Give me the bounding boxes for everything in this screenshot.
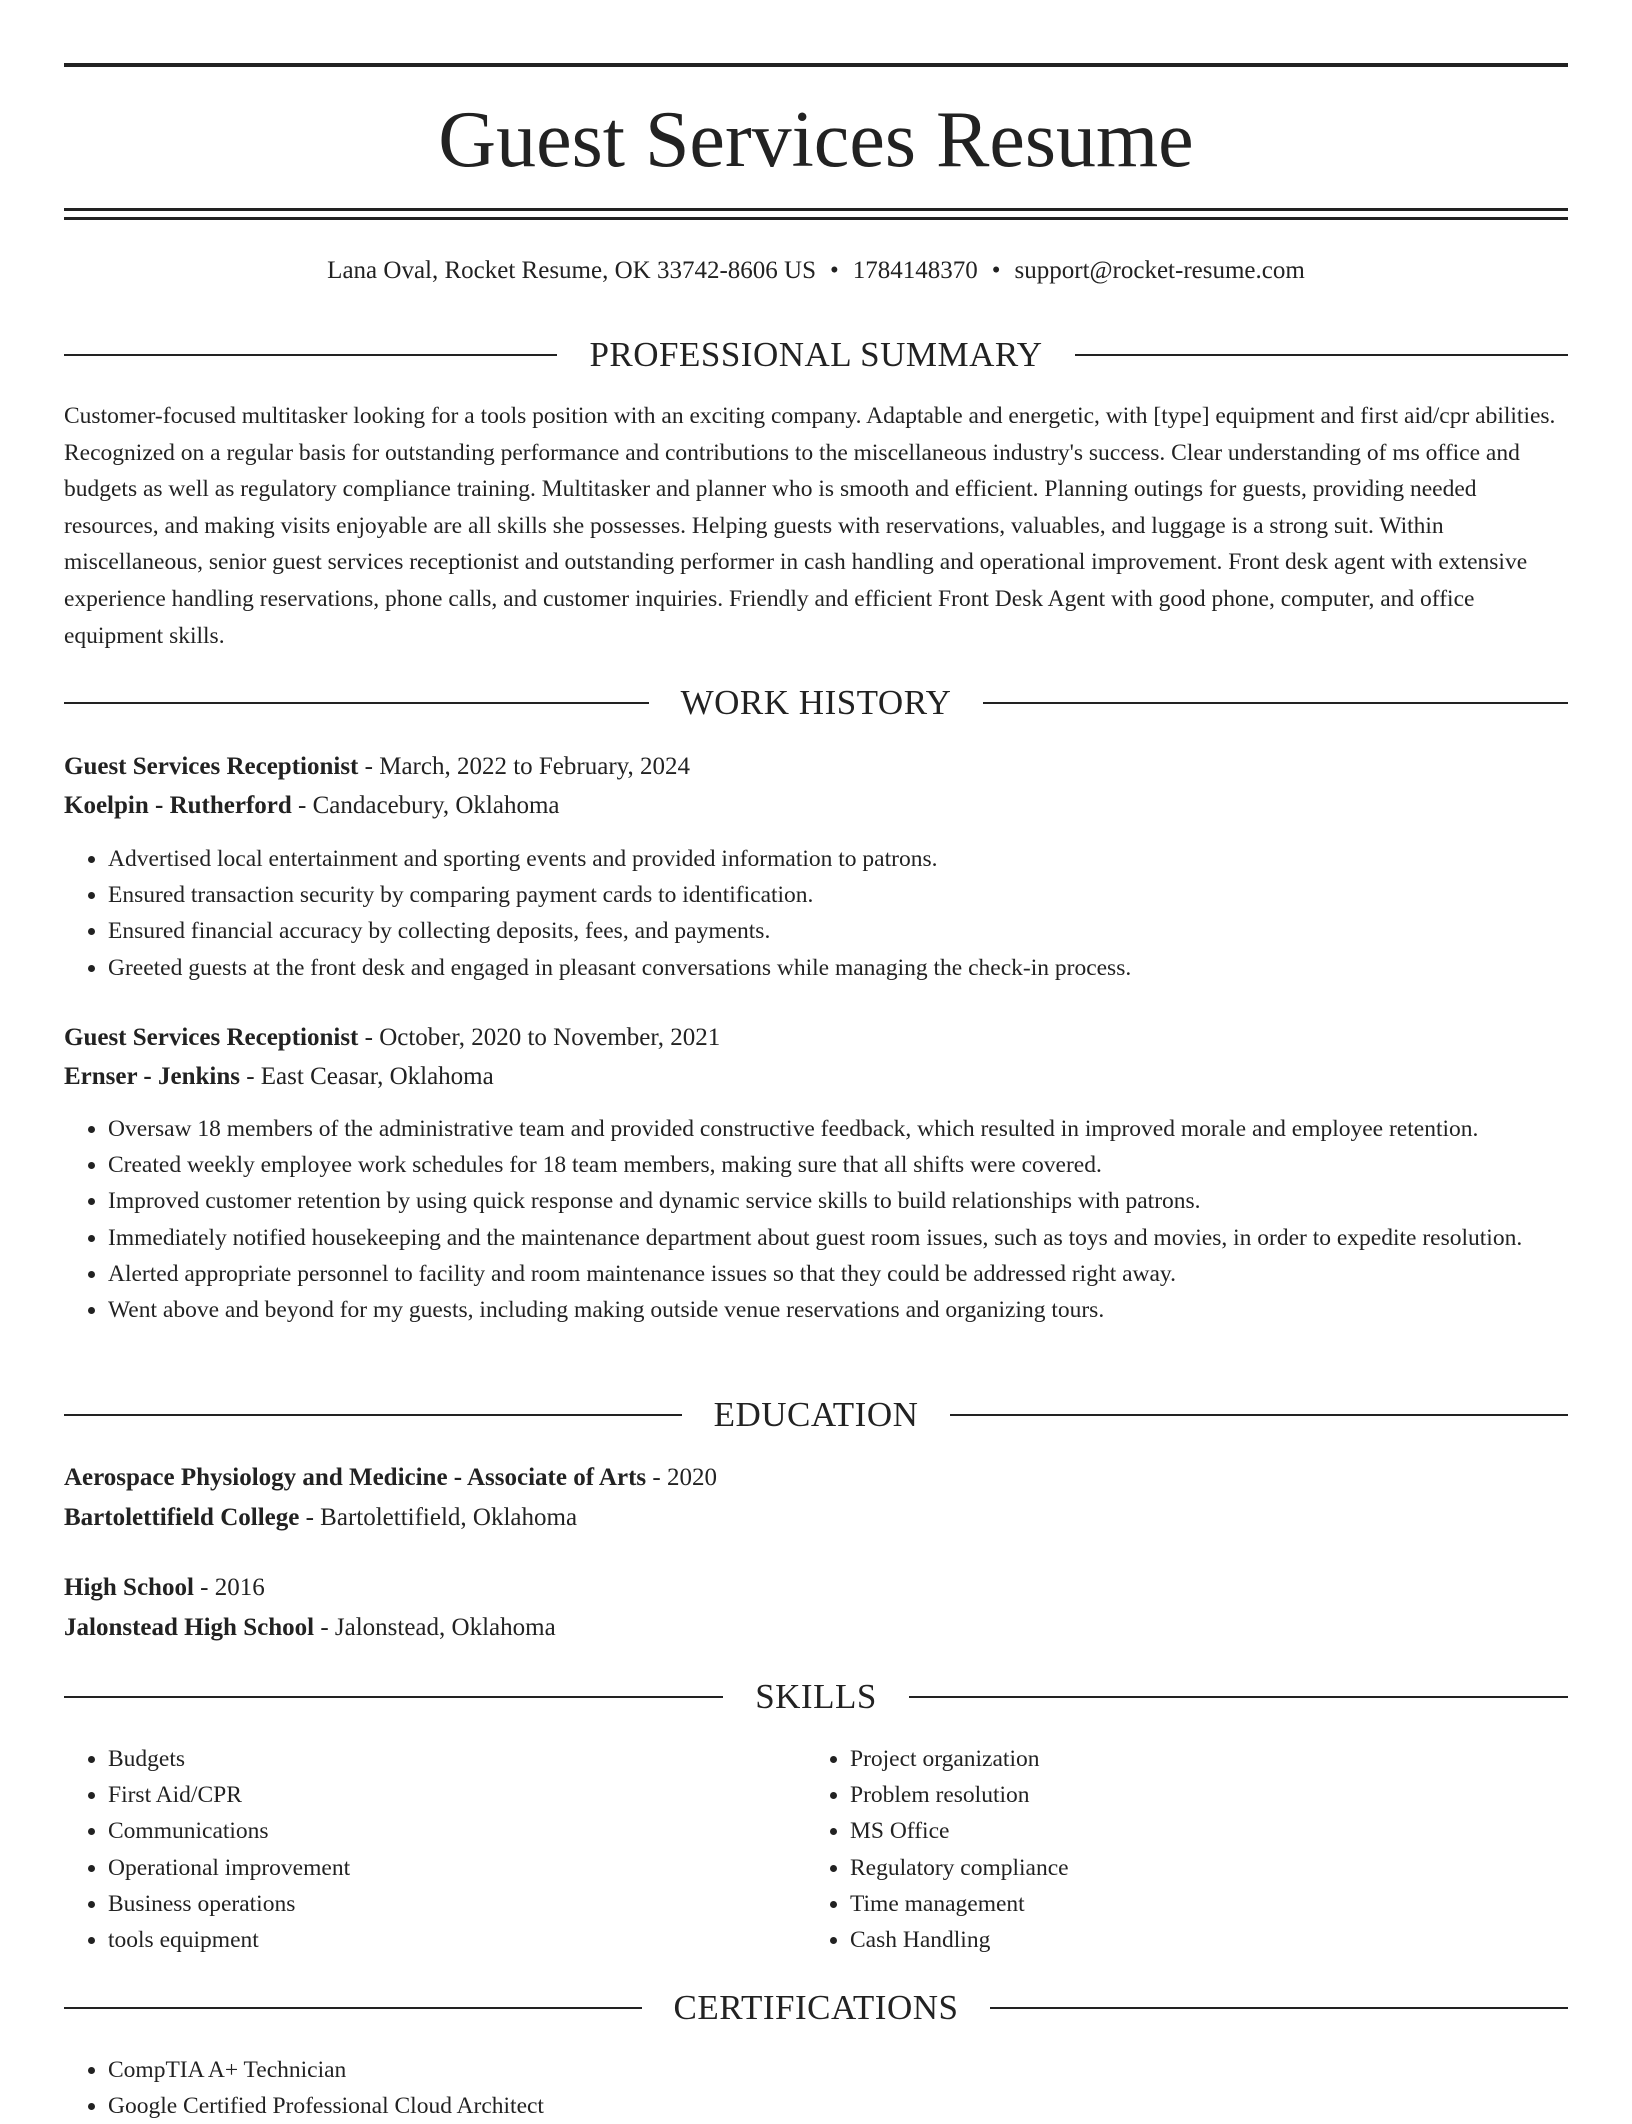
education-degree: High School: [64, 1574, 194, 1601]
education-2-degree-line: [64, 1569, 1568, 1607]
contact-separator: •: [991, 257, 1001, 284]
section-rule: [909, 1696, 1568, 1698]
skill-item: • Communications: [108, 1813, 808, 1849]
summary-text: Customer-focused multitasker looking for a tools position with an exciting company. Adaptable and energetic, with [type] equipment and first aid/cpr abilities. Recognized on a regular basis for outstanding performance and contributions to the miscellaneous industry's success. Clear understanding of ms office and budgets as well as regulatory compliance training. Multitasker and planner who is smooth and efficient. Planning outings for guests, providing needed resources, and making visits enjoyable are all skills she possesses. Helping guests with reservations, valuables, and luggage is a strong suit. Within miscellaneous, senior guest services receptionist and outstanding performer in cash handling and operational improvement. Front desk agent with extensive experience handling reservations, phone calls, and customer inquiries. Friendly and efficient Front Desk Agent with good phone, computer, and office equipment skills.: [64, 403, 1556, 649]
job-location: - East Ceasar, Oklahoma: [239, 1063, 494, 1090]
skill-item: • Business operations: [108, 1886, 808, 1922]
list-item: • Advertised local entertainment and sporting events and provided information to patrons.: [108, 841, 1572, 877]
list-item: • Went above and beyond for my guests, including making outside venue reservations and organizing tours.: [108, 1292, 1572, 1328]
job-dates: - October, 2020 to November, 2021: [358, 1024, 721, 1051]
certification-item: • Google Certified Professional Cloud Architect: [108, 2088, 1508, 2124]
education-1-school-line: [64, 1499, 1568, 1537]
resume-title: Guest Services Resume: [438, 96, 1194, 184]
section-header-skills: [64, 1677, 1568, 1717]
list-item: • Greeted guests at the front desk and engaged in pleasant conversations while managing the check-in process.: [108, 950, 1572, 986]
section-title-education: EDUCATION: [713, 1395, 919, 1434]
skill-item: • Operational improvement: [108, 1850, 808, 1886]
education-location: - Jalonstead, Oklahoma: [314, 1614, 556, 1641]
job-title: Guest Services Receptionist: [64, 753, 359, 780]
skill-item: • Problem resolution: [850, 1777, 1550, 1813]
education-1-degree-line: [64, 1459, 1568, 1497]
list-item: • Ensured financial accuracy by collecting deposits, fees, and payments.: [108, 913, 1572, 949]
job-2-company-line: [64, 1058, 1568, 1096]
section-rule: [64, 354, 557, 356]
section-rule: [983, 702, 1568, 704]
skill-item: • MS Office: [850, 1813, 1550, 1849]
skill-item: • Time management: [850, 1886, 1550, 1922]
education-degree: Aerospace Physiology and Medicine - Associate of Arts: [64, 1464, 647, 1491]
skill-item: • Cash Handling: [850, 1922, 1550, 1958]
contact-address: Lana Oval, Rocket Resume, OK 33742-8606 US: [327, 257, 816, 284]
skill-item: • Regulatory compliance: [850, 1850, 1550, 1886]
job-company: Ernser - Jenkins: [64, 1063, 240, 1090]
section-rule: [64, 2007, 642, 2009]
section-rule: [64, 1414, 682, 1416]
job-2-title-line: [64, 1019, 1568, 1057]
contact-email: support@rocket-resume.com: [1014, 257, 1305, 284]
section-title-summary: PROFESSIONAL SUMMARY: [589, 335, 1043, 374]
list-item: • Immediately notified housekeeping and the maintenance department about guest room issues, such as toys and movies, in order to expedite resolution.: [108, 1220, 1572, 1256]
skill-item: • Budgets: [108, 1741, 808, 1777]
certification-item: • CompTIA A+ Technician: [108, 2052, 1508, 2088]
job-location: - Candacebury, Oklahoma: [291, 792, 560, 819]
job-title: Guest Services Receptionist: [64, 1024, 359, 1051]
section-header-certifications: [64, 1988, 1568, 2028]
skills-list-left: [64, 1741, 808, 1958]
education-year: - 2016: [193, 1574, 265, 1601]
job-company: Koelpin - Rutherford: [64, 792, 292, 819]
section-rule: [1075, 354, 1568, 356]
contact-phone: 1784148370: [852, 257, 978, 284]
education-school: Jalonstead High School: [64, 1614, 315, 1641]
section-title-skills: SKILLS: [755, 1677, 877, 1716]
contact-separator: •: [829, 257, 839, 284]
education-2-school-line: [64, 1609, 1568, 1647]
skill-item: • Project organization: [850, 1741, 1550, 1777]
section-title-work: WORK HISTORY: [680, 683, 952, 722]
skills-list-right: [806, 1741, 1550, 1958]
section-rule: [990, 2007, 1568, 2009]
section-rule: [950, 1414, 1568, 1416]
list-item: • Ensured transaction security by comparing payment cards to identification.: [108, 877, 1572, 913]
list-item: • Created weekly employee work schedules for 18 team members, making sure that all shifts were covered.: [108, 1147, 1572, 1183]
job-2-bullets: [64, 1111, 1572, 1328]
job-1-company-line: [64, 787, 1568, 825]
job-1-bullets: [64, 841, 1572, 986]
job-dates: - March, 2022 to February, 2024: [358, 753, 691, 780]
education-location: - Bartolettifield, Oklahoma: [299, 1504, 578, 1531]
top-rule: [64, 63, 1568, 67]
contact-line: [64, 254, 1568, 288]
list-item: • Alerted appropriate personnel to facility and room maintenance issues so that they could be addressed right away.: [108, 1256, 1572, 1292]
skill-item: • First Aid/CPR: [108, 1777, 808, 1813]
section-header-summary: [64, 335, 1568, 375]
title-double-rule: [64, 208, 1568, 220]
skill-item: • tools equipment: [108, 1922, 808, 1958]
section-header-work: [64, 683, 1568, 723]
section-rule: [64, 1696, 723, 1698]
education-school: Bartolettifield College: [64, 1504, 300, 1531]
job-1-title-line: [64, 748, 1568, 786]
list-item: • Improved customer retention by using quick response and dynamic service skills to build relationships with patrons.: [108, 1183, 1572, 1219]
education-year: - 2020: [646, 1464, 717, 1491]
certifications-list: [64, 2052, 1508, 2124]
list-item: • Oversaw 18 members of the administrative team and provided constructive feedback, which resulted in improved morale and employee retention.: [108, 1111, 1572, 1147]
section-header-education: [64, 1395, 1568, 1435]
section-rule: [64, 702, 649, 704]
section-title-certifications: CERTIFICATIONS: [673, 1988, 959, 2027]
